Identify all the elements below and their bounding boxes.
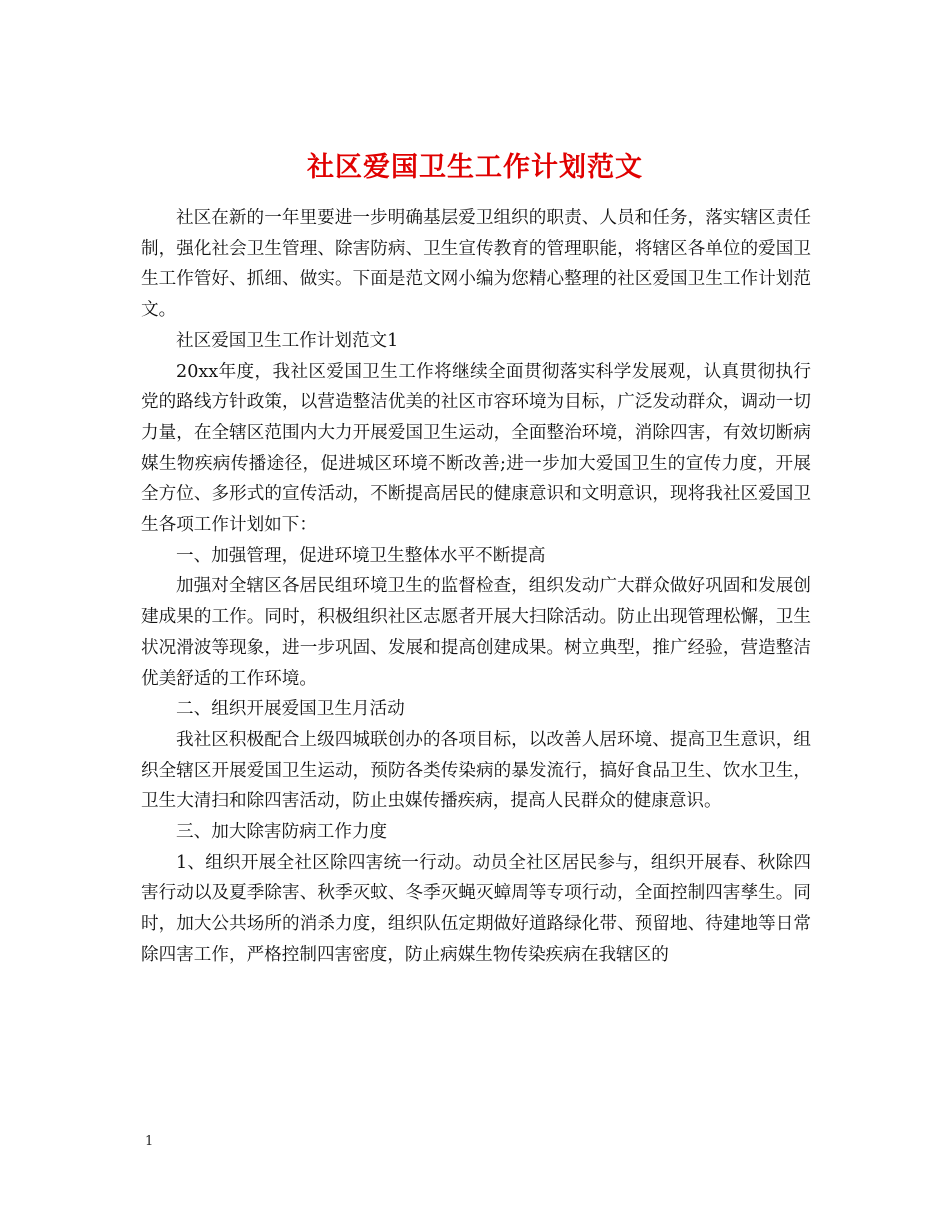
- paragraph-intro: 社区在新的一年里要进一步明确基层爱卫组织的职责、人员和任务，落实辖区责任制，强化社会卫生管理、除害防病、卫生宣传教育的管理职能，将辖区各单位的爱国卫生工作管好、抓细、做实。下面是范文网小编为您精心整理的社区爱国卫生工作计划范文。: [141, 208, 811, 321]
- page-number: 1: [145, 1134, 154, 1149]
- document-title: 社区爱国卫生工作计划范文: [307, 152, 643, 184]
- paragraph-section-2-body: 我社区积极配合上级四城联创办的各项目标，以改善人居环境、提高卫生意识，组织全辖区开展爱国卫生运动，预防各类传染病的暴发流行，搞好食品卫生、饮水卫生，卫生大清扫和除四害活动，防止虫媒传播疾病，提高人民群众的健康意识。: [141, 729, 811, 812]
- paragraph-section-3-heading: 三、加大除害防病工作力度: [176, 822, 388, 843]
- paragraph-section-3-item-1: 1、组织开展全社区除四害统一行动。动员全社区居民参与，组织开展春、秋除四害行动以及夏季除害、秋季灭蚊、冬季灭蝇灭蟑周等专项行动，全面控制四害孳生。同时，加大公共场所的消杀力度，组织队伍定期做好道路绿化带、预留地、待建地等日常除四害工作，严格控制四害密度，防止病媒生物传染疾病在我辖区的: [141, 852, 811, 965]
- paragraph-section-2-heading: 二、组织开展爱国卫生月活动: [176, 699, 405, 720]
- paragraph-heading-plan-1: 社区爱国卫生工作计划范文1: [176, 330, 399, 351]
- paragraph-annual-overview: 20xx年度，我社区爱国卫生工作将继续全面贯彻落实科学发展观，认真贯彻执行党的路线方针政策，以营造整洁优美的社区市容环境为目标，广泛发动群众，调动一切力量，在全辖区范围内大力开展爱国卫生运动，全面整治环境，消除四害，有效切断病媒生物疾病传播途径，促进城区环境不断改善;进一步加大爱国卫生的宣传力度，开展全方位、多形式的宣传活动，不断提高居民的健康意识和文明意识，现将我社区爱国卫生各项工作计划如下：: [141, 361, 811, 536]
- document-body: [141, 203, 811, 971]
- paragraph-section-1-body: 加强对全辖区各居民组环境卫生的监督检查，组织发动广大群众做好巩固和发展创建成果的工作。同时，积极组织社区志愿者开展大扫除活动。防止出现管理松懈，卫生状况滑波等现象，进一步巩固、发展和提高创建成果。树立典型，推广经验，营造整洁优美舒适的工作环境。: [141, 576, 811, 689]
- paragraph-section-1-heading: 一、加强管理，促进环境卫生整体水平不断提高: [176, 545, 546, 566]
